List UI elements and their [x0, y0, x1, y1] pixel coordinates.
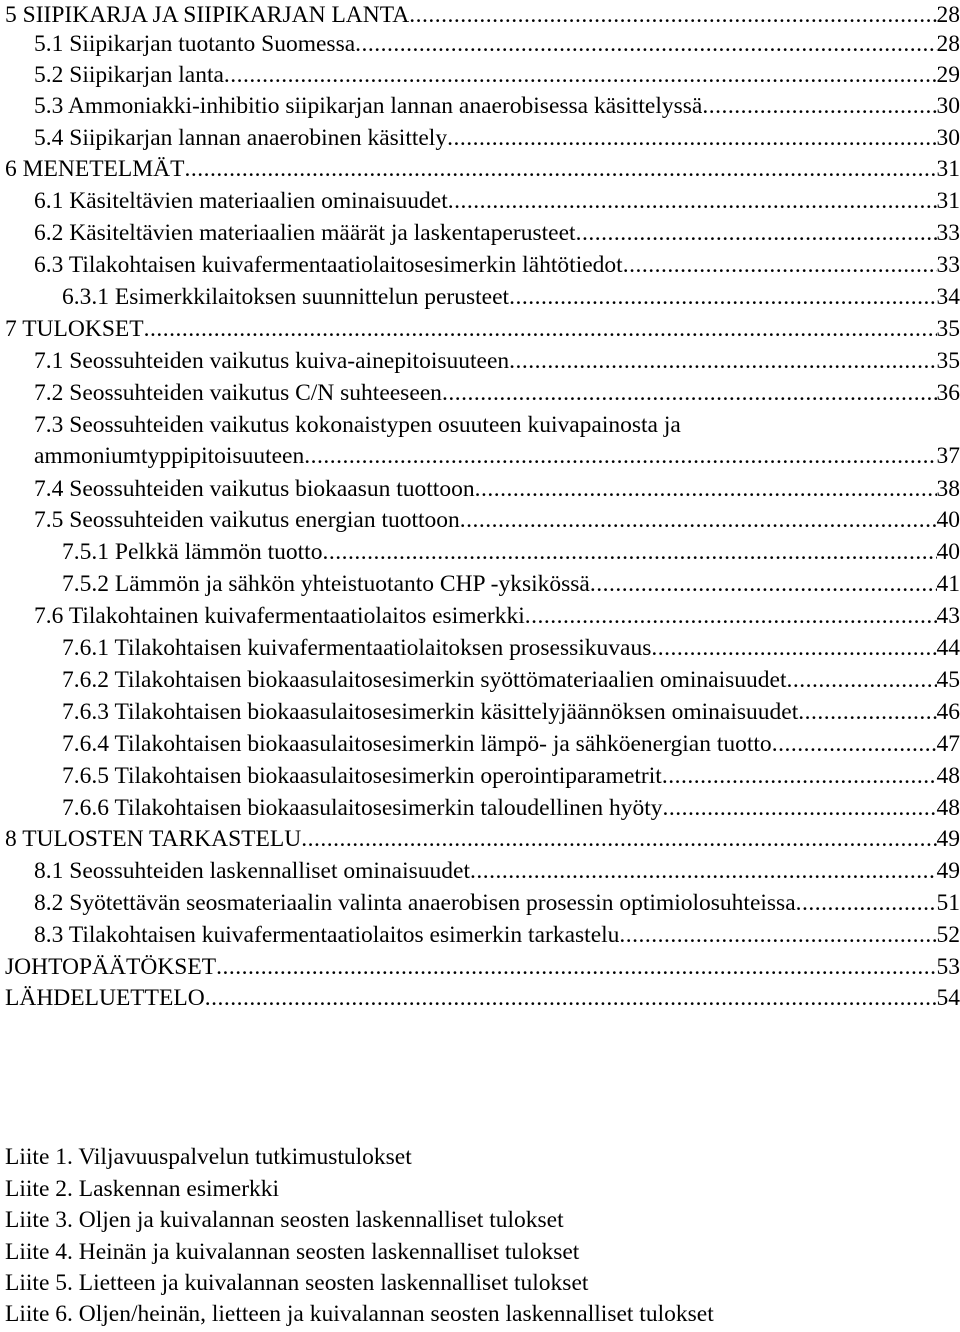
- toc-leader: [623, 250, 937, 280]
- toc-entry[interactable]: [5, 983, 960, 1013]
- toc-entry-page: 46: [936, 699, 960, 725]
- toc-entry-title: 7.6.3 Tilakohtaisen biokaasulaitosesimerkin käsittelyjäännöksen ominaisuudet: [62, 699, 799, 725]
- toc-leader: [525, 601, 937, 631]
- appendix-item: Liite 2. Laskennan esimerkki: [5, 1176, 280, 1202]
- toc-leader: [304, 441, 936, 471]
- toc-entry-page: 51: [936, 890, 960, 916]
- toc-entry-page: 35: [936, 316, 960, 342]
- toc-entry-page: 40: [936, 507, 960, 533]
- toc-entry-title: 5.2 Siipikarjan lanta: [34, 62, 224, 88]
- toc-entry[interactable]: [34, 346, 960, 376]
- toc-leader: [322, 537, 936, 567]
- toc-entry-page: 49: [936, 826, 960, 852]
- toc-entry-title: 7.1 Seossuhteiden vaikutus kuiva-ainepitoisuuteen: [34, 348, 510, 374]
- toc-leader: [772, 729, 937, 759]
- toc-entry[interactable]: [34, 123, 960, 153]
- toc-entry-title: ammoniumtyppipitoisuuteen: [34, 443, 305, 469]
- toc-leader: [216, 952, 936, 982]
- toc-entry-page: 34: [936, 284, 960, 310]
- toc-leader: [460, 505, 937, 535]
- toc-entry-title: 7.5.2 Lämmön ja sähkön yhteistuotanto CHP -yksikössä: [62, 571, 590, 597]
- toc-entry-page: 28: [936, 2, 960, 28]
- toc-entry-page: 29: [936, 62, 960, 88]
- toc-entry[interactable]: [34, 888, 960, 918]
- toc-entry-page: 52: [936, 922, 960, 948]
- toc-leader: [475, 474, 937, 504]
- toc-entry[interactable]: [34, 601, 960, 631]
- toc-entry[interactable]: [34, 29, 960, 59]
- toc-entry-title: 7.6 Tilakohtainen kuivafermentaatiolaitos esimerkki: [34, 603, 525, 629]
- toc-entry-title: 7.4 Seossuhteiden vaikutus biokaasun tuottoon: [34, 476, 475, 502]
- toc-entry-page: 28: [936, 31, 960, 57]
- toc-entry-title: 7.6.1 Tilakohtaisen kuivafermentaatiolaitoksen prosessikuvaus: [62, 635, 652, 661]
- toc-entry-page: 41: [936, 571, 960, 597]
- toc-entry[interactable]: [62, 569, 960, 599]
- toc-leader: [702, 91, 936, 121]
- toc-leader: [470, 856, 937, 886]
- toc-entry-page: 43: [936, 603, 960, 629]
- toc-leader: [662, 761, 937, 791]
- toc-entry-page: 45: [936, 667, 960, 693]
- toc-entry[interactable]: [62, 729, 960, 759]
- toc-entry-title: 7.6.4 Tilakohtaisen biokaasulaitosesimerkin lämpö- ja sähköenergian tuotto: [62, 731, 772, 757]
- toc-entry-title: 8 TULOSTEN TARKASTELU: [5, 826, 302, 852]
- toc-entry[interactable]: [5, 824, 960, 854]
- toc-leader: [619, 920, 936, 950]
- toc-entry-title: 6.3 Tilakohtaisen kuivafermentaatiolaitosesimerkin lähtötiedot: [34, 252, 623, 278]
- toc-entry-title: 7 TULOKSET: [5, 316, 144, 342]
- toc-entry-title: 7.5 Seossuhteiden vaikutus energian tuottoon: [34, 507, 460, 533]
- toc-entry[interactable]: [34, 856, 960, 886]
- toc-entry[interactable]: [62, 761, 960, 791]
- toc-entry-page: 38: [936, 476, 960, 502]
- toc-entry[interactable]: [34, 60, 960, 90]
- toc-leader: [590, 569, 937, 599]
- toc-entry-title: 5.4 Siipikarjan lannan anaerobinen käsittely: [34, 125, 448, 151]
- toc-entry-page: 53: [936, 954, 960, 980]
- toc-entry-page: 30: [936, 125, 960, 151]
- toc-entry-title: 7.6.6 Tilakohtaisen biokaasulaitosesimerkin taloudellinen hyöty: [62, 795, 663, 821]
- toc-entry[interactable]: [34, 218, 960, 248]
- appendix-item: Liite 1. Viljavuuspalvelun tutkimustulokset: [5, 1144, 412, 1170]
- toc-entry-page: 44: [936, 635, 960, 661]
- toc-entry-title: 8.2 Syötettävän seosmateriaalin valinta anaerobisen prosessin optimiolosuhteissa: [34, 890, 796, 916]
- toc-entry-title: 8.1 Seossuhteiden laskennalliset ominaisuudet: [34, 858, 470, 884]
- toc-entry-title: LÄHDELUETTELO: [5, 985, 205, 1011]
- toc-entry-page: 36: [936, 380, 960, 406]
- toc-leader: [409, 0, 936, 30]
- toc-entry[interactable]: [34, 920, 960, 950]
- toc-entry-title: 7.5.1 Pelkkä lämmön tuotto: [62, 539, 323, 565]
- toc-leader: [447, 123, 936, 153]
- appendix-item: Liite 5. Lietteen ja kuivalannan seosten laskennalliset tulokset: [5, 1270, 589, 1296]
- toc-entry-page: 48: [936, 763, 960, 789]
- toc-entry-title: JOHTOPÄÄTÖKSET: [5, 954, 217, 980]
- toc-entry-title: 6.3.1 Esimerkkilaitoksen suunnittelun perusteet: [62, 284, 510, 310]
- toc-leader: [786, 665, 936, 695]
- toc-entry-page: 49: [936, 858, 960, 884]
- toc-entry[interactable]: [34, 250, 960, 280]
- toc-leader: [509, 282, 936, 312]
- toc-entry-title: 5 SIIPIKARJA JA SIIPIKARJAN LANTA: [5, 2, 410, 28]
- toc-leader: [355, 29, 936, 59]
- toc-leader: [798, 697, 936, 727]
- toc-entry[interactable]: [62, 537, 960, 567]
- toc-entry[interactable]: [34, 378, 960, 408]
- toc-entry-page: 35: [936, 348, 960, 374]
- toc-entry-page: 48: [936, 795, 960, 821]
- toc-entry-page: 31: [936, 156, 960, 182]
- toc-entry-page: 30: [936, 93, 960, 119]
- toc-entry-page: 33: [936, 252, 960, 278]
- toc-leader: [144, 314, 937, 344]
- toc-entry-title: 6.1 Käsiteltävien materiaalien ominaisuudet: [34, 188, 448, 214]
- toc-entry[interactable]: [34, 441, 960, 471]
- toc-entry-page: 31: [936, 188, 960, 214]
- toc-leader: [224, 60, 937, 90]
- toc-entry-title: 5.1 Siipikarjan tuotanto Suomessa: [34, 31, 356, 57]
- toc-entry-page: 54: [936, 985, 960, 1011]
- toc-entry[interactable]: [34, 474, 960, 504]
- toc-entry-title: 6 MENETELMÄT: [5, 156, 185, 182]
- toc-leader: [651, 633, 936, 663]
- toc-entry[interactable]: [62, 282, 960, 312]
- toc-entry-page: 47: [936, 731, 960, 757]
- appendix-item: Liite 6. Oljen/heinän, lietteen ja kuivalannan seosten laskennalliset tulokset: [5, 1301, 714, 1327]
- toc-entry-title: 7.2 Seossuhteiden vaikutus C/N suhteeseen: [34, 380, 442, 406]
- appendix-item: Liite 4. Heinän ja kuivalannan seosten laskennalliset tulokset: [5, 1239, 580, 1265]
- toc-leader: [442, 378, 937, 408]
- toc-entry[interactable]: [62, 665, 960, 695]
- toc-entry[interactable]: [34, 91, 960, 121]
- toc-entry-title-first-line[interactable]: 7.3 Seossuhteiden vaikutus kokonaistypen osuuteen kuivapainosta ja: [34, 412, 681, 438]
- toc-entry-page: 40: [936, 539, 960, 565]
- toc-entry[interactable]: [34, 505, 960, 535]
- toc-leader: [663, 793, 937, 823]
- toc-entry[interactable]: [34, 186, 960, 216]
- toc-leader: [185, 154, 937, 184]
- toc-entry-title: 5.3 Ammoniakki-inhibitio siipikarjan lannan anaerobisessa käsittelyssä: [34, 93, 703, 119]
- toc-leader: [576, 218, 937, 248]
- toc-entry-page: 33: [936, 220, 960, 246]
- toc-entry[interactable]: [62, 697, 960, 727]
- toc-entry[interactable]: [5, 0, 960, 30]
- toc-leader: [509, 346, 936, 376]
- toc-leader: [796, 888, 937, 918]
- toc-leader: [448, 186, 937, 216]
- toc-entry-title: 8.3 Tilakohtaisen kuivafermentaatiolaitos esimerkin tarkastelu: [34, 922, 620, 948]
- toc-entry[interactable]: [5, 154, 960, 184]
- toc-entry[interactable]: [62, 633, 960, 663]
- toc-entry-title: 7.6.5 Tilakohtaisen biokaasulaitosesimerkin operointiparametrit: [62, 763, 662, 789]
- toc-entry-title: 7.6.2 Tilakohtaisen biokaasulaitosesimerkin syöttömateriaalien ominaisuudet: [62, 667, 787, 693]
- toc-entry[interactable]: [62, 793, 960, 823]
- toc-entry[interactable]: [5, 314, 960, 344]
- toc-entry-page: 37: [936, 443, 960, 469]
- toc-entry[interactable]: [5, 952, 960, 982]
- toc-entry-title: 6.2 Käsiteltävien materiaalien määrät ja laskentaperusteet: [34, 220, 576, 246]
- toc-leader: [205, 983, 937, 1013]
- appendix-item: Liite 3. Oljen ja kuivalannan seosten laskennalliset tulokset: [5, 1207, 564, 1233]
- toc-leader: [301, 824, 936, 854]
